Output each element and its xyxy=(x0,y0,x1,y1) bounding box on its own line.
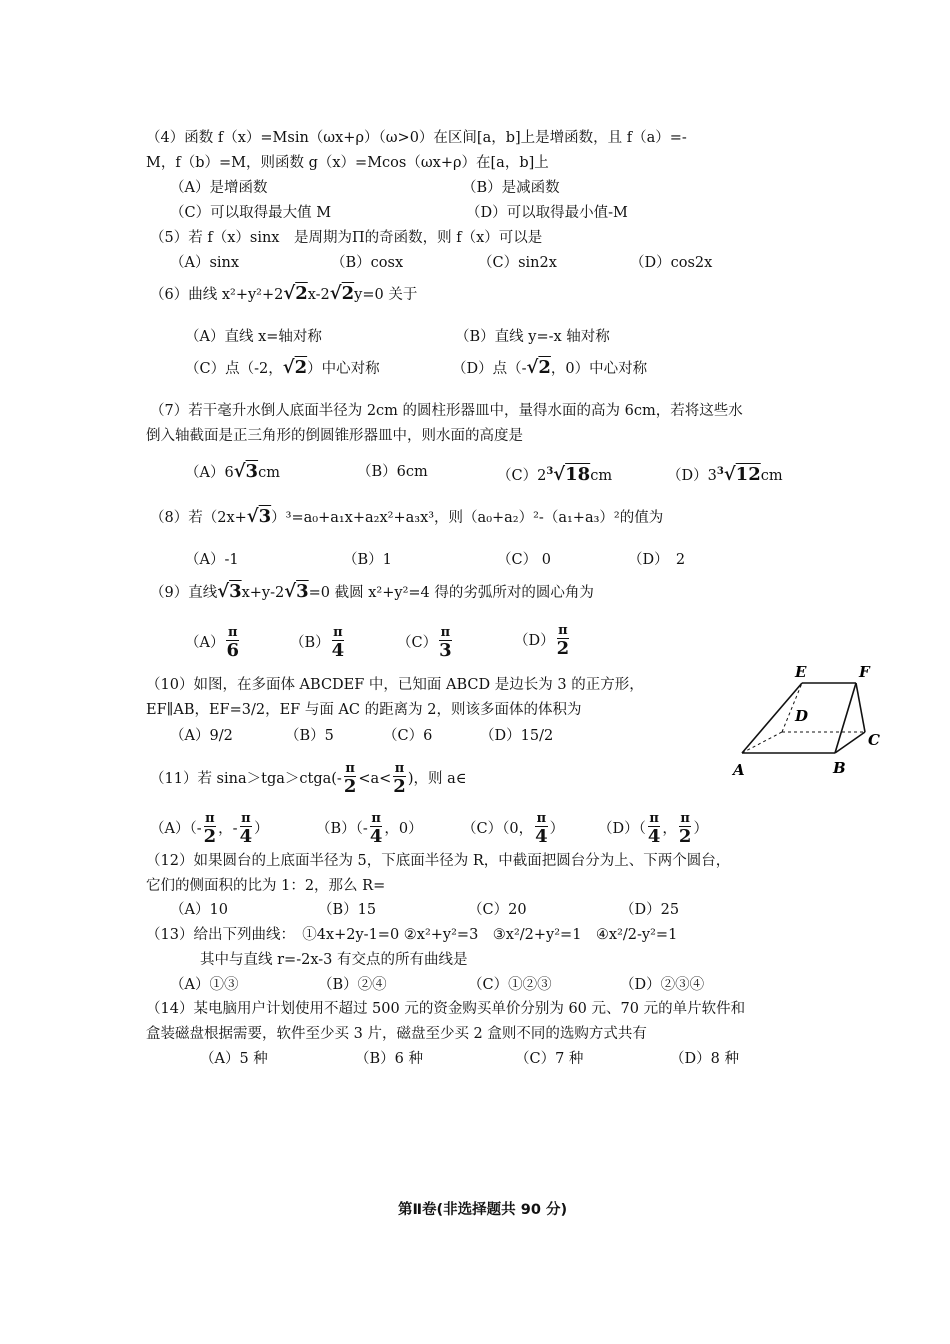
q4-option-d: （D）可以取得最小值-M xyxy=(466,205,628,221)
label-e: E xyxy=(795,663,807,681)
edge-ad xyxy=(742,732,782,753)
q7-stem-line1: （7）若干毫升水倒人底面半径为 2cm 的圆柱形器皿中，量得水面的高为 6cm，若将这些水 xyxy=(150,403,743,419)
q13-option-d: （D）②③④ xyxy=(620,977,705,993)
label-f: F xyxy=(859,663,870,681)
q9-sqrt-2: √3 xyxy=(284,581,309,602)
q7-a-sqrt: √3 xyxy=(233,461,259,482)
q6-option-a: （A）直线 x=轴对称 xyxy=(185,329,322,345)
q12-option-a: （A）10 xyxy=(170,902,228,918)
q9-b-fraction: $\frac{\pi}{4}$ xyxy=(331,625,345,661)
q10-stem-line2: EF∥AB，EF=3/2，EF 与面 AC 的距离为 2，则该多面体的体积为 xyxy=(146,702,582,718)
edge-ae xyxy=(742,683,802,753)
q6-sqrt-2: √2 xyxy=(329,283,355,304)
q9-c-fraction: $\frac{\pi}{3}$ xyxy=(439,625,452,661)
label-c: C xyxy=(868,731,880,749)
q11-a-frac-2: $\frac{\pi}{4}$ xyxy=(239,811,253,847)
q9-option-d: （D） $\frac{\pi}{2}$ xyxy=(514,623,570,659)
q6-sqrt-1: √2 xyxy=(283,283,308,304)
q13-option-b: （B）②④ xyxy=(318,977,387,993)
q7-option-c: $(C)2^3√18cm$ xyxy=(497,463,613,485)
q6-option-d: （D）点（-√2，0）中心对称 xyxy=(452,357,648,378)
q9-sqrt-1: √3 xyxy=(217,581,242,602)
q11-option-a: （A）（- $\frac{\pi}{2}$ ，- $\frac{\pi}{4}$ ） xyxy=(150,811,269,847)
q12-stem-line2: 它们的侧面积的比为 1：2，那么 R= xyxy=(146,878,386,894)
q13-stem-line2: 其中与直线 r=-2x-3 有交点的所有曲线是 xyxy=(200,952,468,968)
q8-option-b: （B）1 xyxy=(343,552,392,568)
q9-option-c: （C） $\frac{\pi}{3}$ xyxy=(397,625,452,661)
q9-stem: （9）直线√3x+y-2√3=0 截圆 x²+y²=4 得的劣弧所对的圆心角为 xyxy=(150,581,594,602)
q10-option-a: （A）9/2 xyxy=(170,728,233,744)
q6-stem xyxy=(150,284,417,305)
q11-option-b: （B）（- $\frac{\pi}{4}$ ，0） xyxy=(316,811,423,847)
q10-option-d: （D）15/2 xyxy=(480,728,554,744)
q10-option-b: （B）5 xyxy=(285,728,334,744)
q4-stem-line1: （4）函数 f（x）=Msin（ωx+ρ）（ω>0）在区间[a，b]上是增函数，且 f（a）=- xyxy=(146,130,687,146)
q13-option-a: （A）①③ xyxy=(170,977,239,993)
q6-option-c: （C）点（-2，√2）中心对称 xyxy=(185,357,380,378)
q8-option-c: （C） 0 xyxy=(497,552,551,568)
q5-option-c: （C）sin2x xyxy=(478,255,557,271)
q11-stem: （11）若 sina＞tga＞ctga(- $\frac{\pi}{2}$ <a< $\frac{\pi}{2}$ )，则 a∈ xyxy=(150,761,467,797)
q11-d-frac-1: $\frac{\pi}{4}$ xyxy=(647,811,661,847)
q6-c-sqrt: √2 xyxy=(282,357,308,378)
q6-stem-post: y=0 关于 xyxy=(354,287,418,303)
q11-d-frac-2: $\frac{\pi}{2}$ xyxy=(678,811,692,847)
q10-stem-line1: （10）如图，在多面体 ABCDEF 中，已知面 ABCD 是边长为 3 的正方形， xyxy=(146,677,644,693)
q13-stem-line1: （13）给出下列曲线： ①4x+2y-1=0 ②x²+y²=3 ③x²/2+y²=1 ④x²/2-y²=1 xyxy=(146,927,678,943)
q7-option-b: （B）6cm xyxy=(357,464,428,480)
edge-bc xyxy=(835,732,865,753)
q5-option-b: （B）cosx xyxy=(331,255,404,271)
q9-a-fraction: $\frac{\pi}{6}$ xyxy=(226,625,240,661)
q9-option-b: （B） $\frac{\pi}{4}$ xyxy=(290,625,345,661)
q5-stem: （5）若 f（x）sinx 是周期为Π的奇函数，则 f（x）可以是 xyxy=(150,230,543,246)
q12-option-b: （B）15 xyxy=(318,902,377,918)
edge-fb xyxy=(835,683,856,753)
q4-option-c: （C）可以取得最大值 M xyxy=(170,205,332,221)
q4-stem-line2: M，f（b）=M，则函数 g（x）=Mcos（ωx+ρ）在[a，b]上 xyxy=(146,155,549,171)
label-a: A xyxy=(733,761,745,779)
q7-c-cbrt: √18 xyxy=(553,463,591,485)
q8-sqrt: √3 xyxy=(246,506,272,527)
q7-option-d: $(D)3^3√12cm$ xyxy=(667,463,783,485)
q11-option-d: （D）（ $\frac{\pi}{4}$ ， $\frac{\pi}{2}$ ） xyxy=(598,811,708,847)
q8-option-d: （D） 2 xyxy=(628,552,686,568)
q9-option-a: （A） $\frac{\pi}{6}$ xyxy=(185,625,240,661)
q7-option-a: （A）6√3cm xyxy=(185,461,280,482)
label-d: D xyxy=(795,707,809,725)
label-b: B xyxy=(833,759,846,777)
q6-option-b: （B）直线 y=-x 轴对称 xyxy=(455,329,610,345)
q12-option-d: （D）25 xyxy=(620,902,680,918)
edge-fc xyxy=(856,683,865,732)
q14-option-b: （B）6 种 xyxy=(355,1051,423,1067)
q11-c-frac: $\frac{\pi}{4}$ xyxy=(535,811,548,847)
q13-option-c: （C）①②③ xyxy=(468,977,552,993)
q11-stem-frac-2: $\frac{\pi}{2}$ xyxy=(393,761,406,797)
q7-d-cbrt: √12 xyxy=(723,463,761,485)
q5-option-d: （D）cos2x xyxy=(630,255,713,271)
q14-stem-line2: 盒装磁盘根据需要，软件至少买 3 片，磁盘至少买 2 盒则不同的选购方式共有 xyxy=(146,1026,647,1042)
q8-option-a: （A）-1 xyxy=(185,552,239,568)
q14-option-c: （C）7 种 xyxy=(515,1051,584,1067)
q14-stem-line1: （14）某电脑用户计划使用不超过 500 元的资金购买单价分别为 60 元、70 元的单片软件和 xyxy=(146,1001,746,1017)
q6-stem-pre: （6）曲线 x²+y²+2 xyxy=(150,287,284,303)
q6-d-sqrt: √2 xyxy=(526,357,551,378)
q5-option-a: （A）sinx xyxy=(170,255,240,271)
q14-option-a: （A）5 种 xyxy=(200,1051,268,1067)
q7-stem-line2: 倒入轴截面是正三角形的倒圆锥形器皿中，则水面的高度是 xyxy=(146,428,523,444)
q11-a-frac-1: $\frac{\pi}{2}$ xyxy=(203,811,217,847)
q11-b-frac: $\frac{\pi}{4}$ xyxy=(369,811,383,847)
q9-d-fraction: $\frac{\pi}{2}$ xyxy=(556,623,570,659)
q11-stem-frac-1: $\frac{\pi}{2}$ xyxy=(343,761,357,797)
q10-option-c: （C）6 xyxy=(383,728,433,744)
q14-option-d: （D）8 种 xyxy=(670,1051,739,1067)
q6-stem-mid: x-2 xyxy=(307,287,330,303)
q4-option-b: （B）是减函数 xyxy=(462,180,560,196)
polyhedron-figure xyxy=(725,655,890,785)
q12-stem-line1: （12）如果圆台的上底面半径为 5，下底面半径为 R，中截面把圆台分为上、下两个圆台， xyxy=(146,853,731,869)
q8-stem: （8）若（2x+√3）³=a₀+a₁x+a₂x²+a₃x³，则（a₀+a₂）²-（a₁+a₃）²的值为 xyxy=(150,506,664,527)
section-title: 第Ⅱ卷(非选择题共 90 分) xyxy=(398,1202,568,1218)
q11-option-c: （C）（0， $\frac{\pi}{4}$ ） xyxy=(462,811,565,847)
q4-option-a: （A）是增函数 xyxy=(170,180,268,196)
q12-option-c: （C）20 xyxy=(468,902,527,918)
